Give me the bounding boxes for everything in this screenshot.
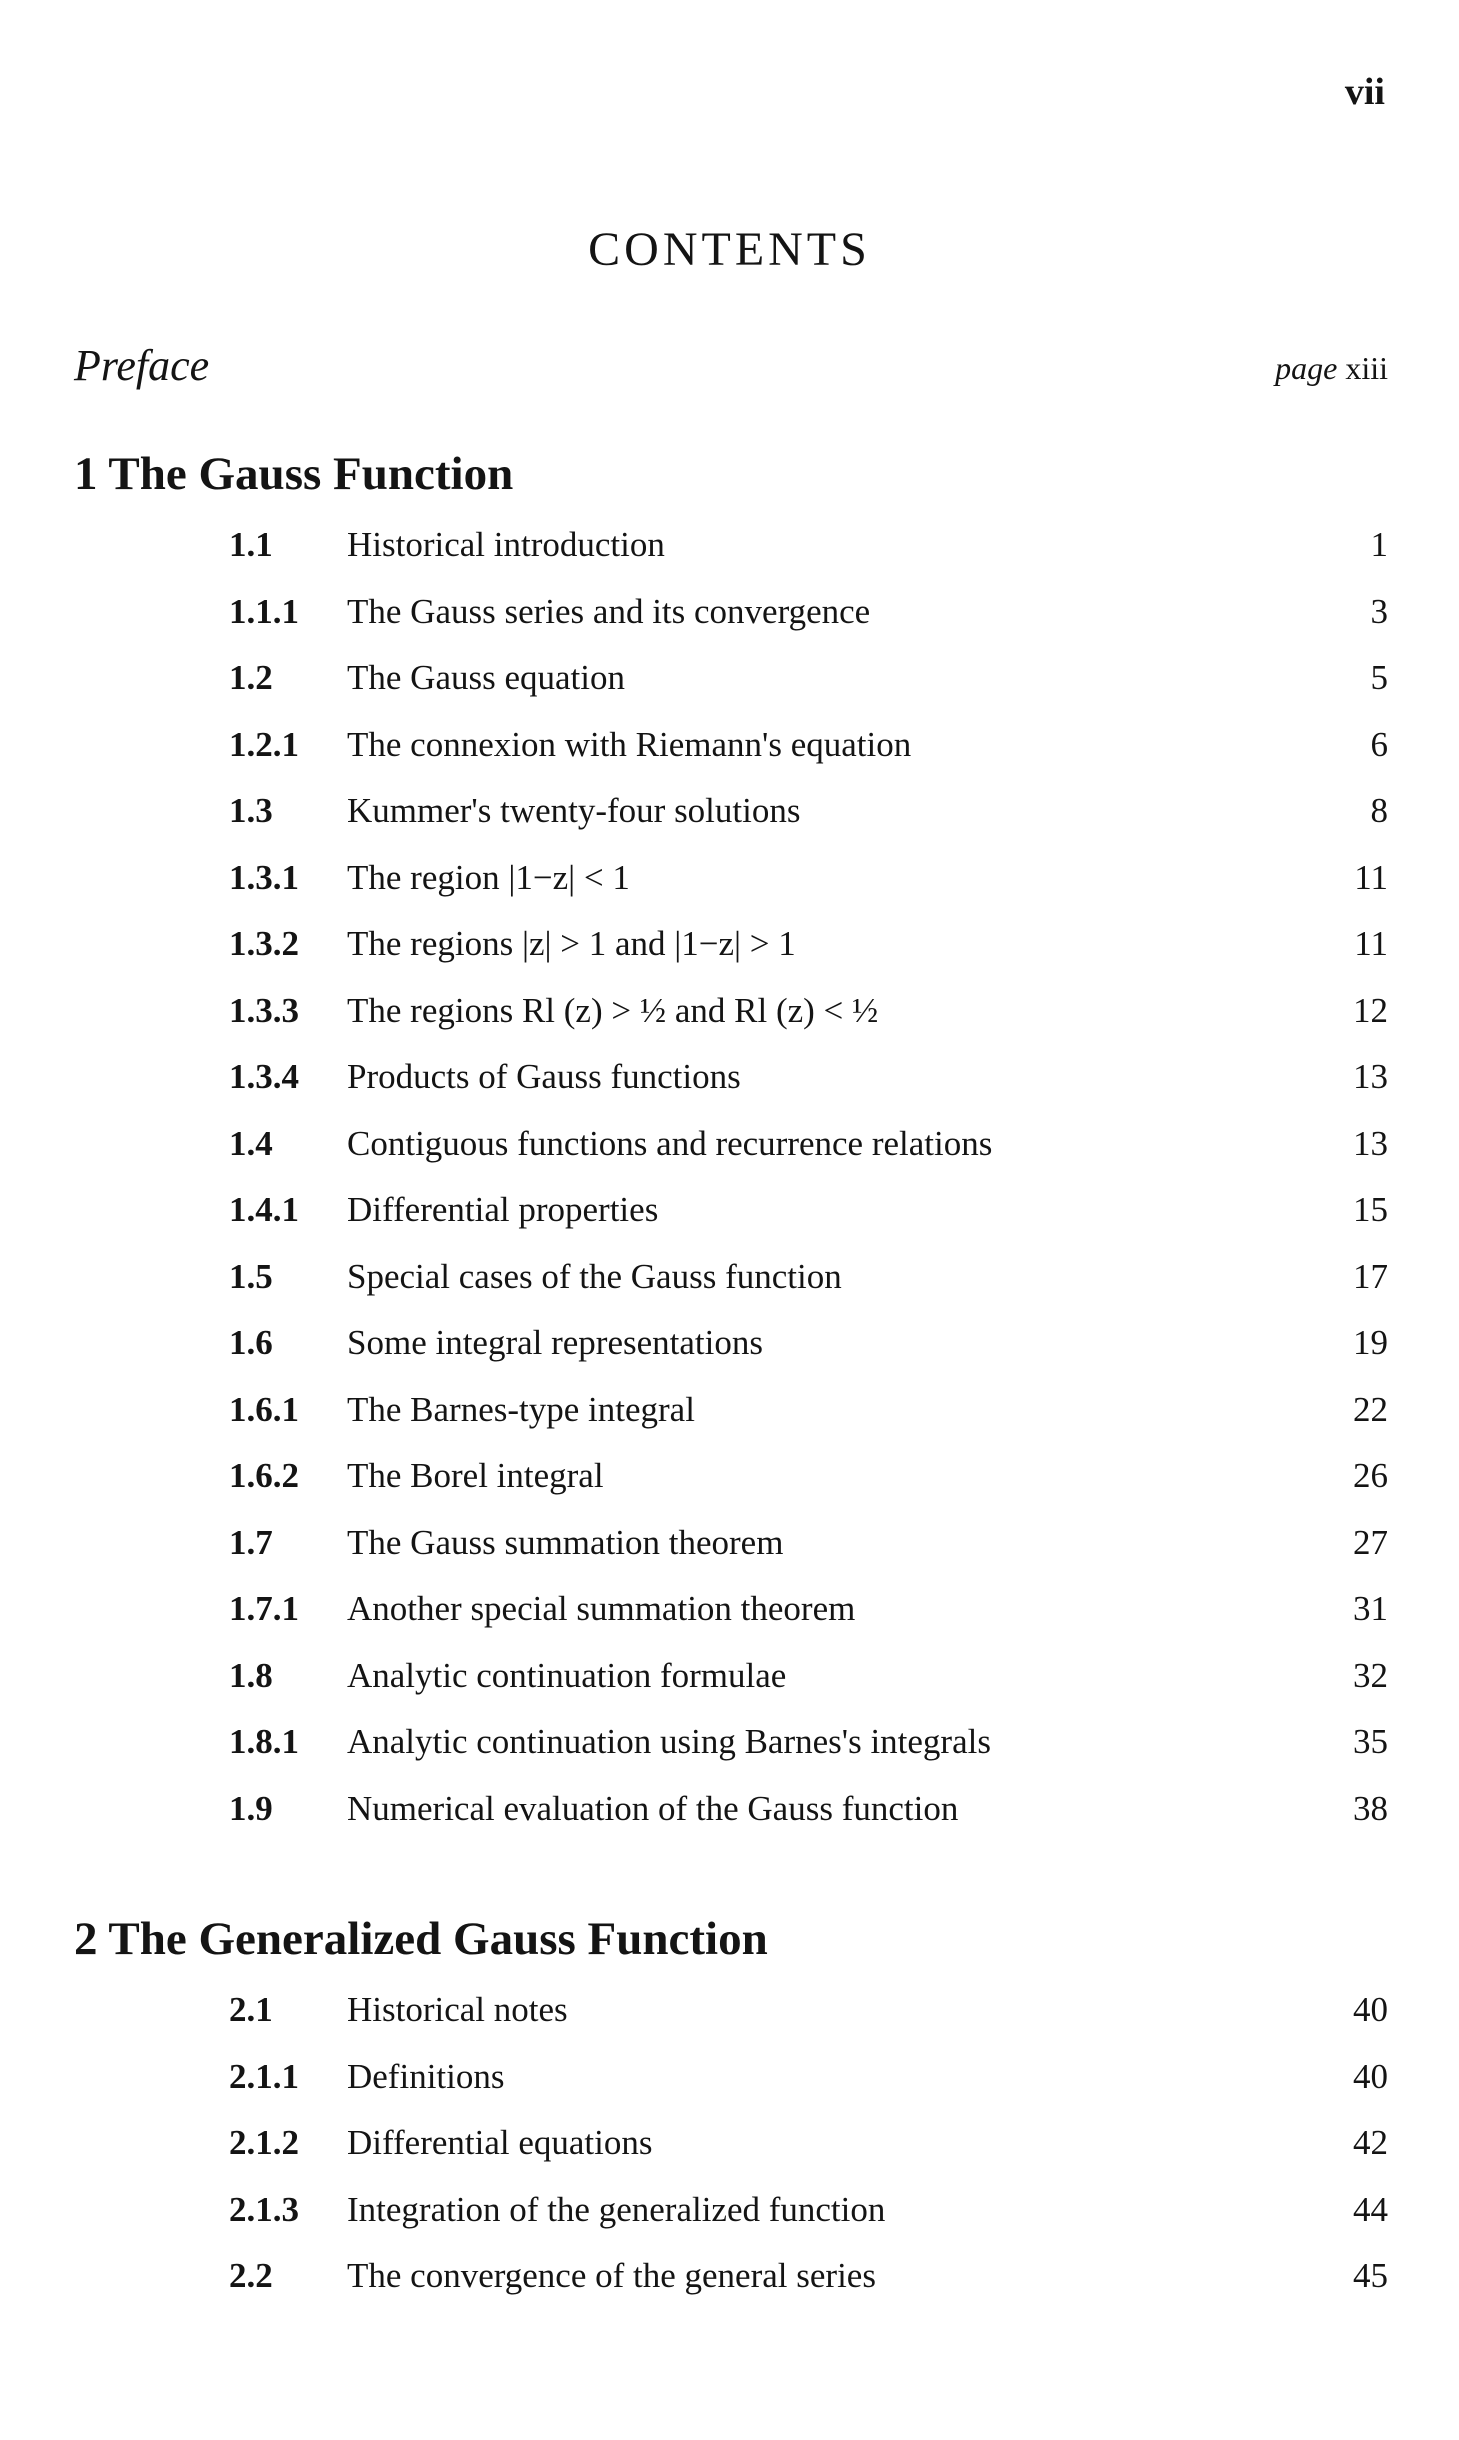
page-ref: 11 bbox=[1354, 857, 1388, 897]
section-title: Another special summation theorem bbox=[347, 1589, 856, 1628]
section-number: 1.3 bbox=[229, 791, 273, 830]
toc-entry[interactable] bbox=[74, 2243, 1388, 2310]
section-title: Historical notes bbox=[347, 1990, 568, 2029]
section-title: The Gauss summation theorem bbox=[347, 1522, 784, 1562]
section-title: Differential properties bbox=[347, 1190, 659, 1229]
toc-entry[interactable] bbox=[74, 1044, 1388, 1111]
preface-page-number: xiii bbox=[1345, 350, 1388, 386]
section-number: 2.2 bbox=[229, 2256, 273, 2295]
section-number: 1.9 bbox=[229, 1788, 273, 1828]
toc-entry[interactable] bbox=[74, 1510, 1388, 1577]
section-title: Numerical evaluation of the Gauss function bbox=[347, 1788, 959, 1828]
section-title: The convergence of the general series bbox=[347, 2256, 876, 2295]
section-title: Differential equations bbox=[347, 2123, 653, 2162]
toc-entry[interactable] bbox=[74, 645, 1388, 712]
page-ref: 27 bbox=[1353, 1522, 1388, 1562]
section-number: 1.6.2 bbox=[229, 1456, 299, 1495]
section-number: 2.1.2 bbox=[229, 2123, 299, 2162]
section-number: 1.4 bbox=[229, 1123, 273, 1163]
page-ref: 40 bbox=[1353, 2056, 1388, 2096]
toc-entry[interactable] bbox=[74, 1177, 1388, 1244]
toc-entry[interactable] bbox=[74, 911, 1388, 978]
section-title: Integration of the generalized function bbox=[347, 2189, 886, 2229]
section-title: The Gauss equation bbox=[347, 658, 625, 697]
page-ref: 44 bbox=[1353, 2189, 1388, 2229]
page-ref: 19 bbox=[1353, 1323, 1388, 1362]
section-title: Analytic continuation using Barnes's integrals bbox=[347, 1722, 991, 1761]
section-title: The regions Rl (z) > ½ and Rl (z) < ½ bbox=[347, 990, 879, 1030]
page-ref: 5 bbox=[1370, 658, 1388, 697]
section-number: 1.2 bbox=[229, 658, 273, 697]
section-title: Definitions bbox=[347, 2056, 505, 2096]
section-number: 2.1 bbox=[229, 1990, 273, 2029]
chapter-heading[interactable]: 2 The Generalized Gauss Function bbox=[74, 1913, 768, 1965]
toc-entry-list bbox=[74, 1977, 1388, 2310]
preface-label: Preface bbox=[74, 341, 210, 390]
section-title: Contiguous functions and recurrence relations bbox=[347, 1123, 993, 1163]
page-ref: 11 bbox=[1354, 924, 1388, 963]
section-title: Special cases of the Gauss function bbox=[347, 1256, 842, 1296]
section-number: 1.8.1 bbox=[229, 1722, 299, 1761]
page-ref: 3 bbox=[1370, 591, 1388, 631]
toc-entry[interactable] bbox=[74, 2110, 1388, 2177]
toc-entry[interactable] bbox=[74, 712, 1388, 779]
toc-entry[interactable] bbox=[74, 1377, 1388, 1444]
toc-entry[interactable] bbox=[74, 1244, 1388, 1311]
page-ref: 17 bbox=[1353, 1256, 1388, 1296]
section-number: 1.2.1 bbox=[229, 724, 299, 764]
page-ref: 12 bbox=[1353, 990, 1388, 1030]
section-number: 1.1 bbox=[229, 525, 273, 564]
section-number: 1.6.1 bbox=[229, 1389, 299, 1429]
toc-entry[interactable] bbox=[74, 512, 1388, 579]
section-number: 1.3.1 bbox=[229, 857, 299, 897]
page-ref: 42 bbox=[1353, 2123, 1388, 2162]
section-title: The connexion with Riemann's equation bbox=[347, 724, 912, 764]
page-ref: 32 bbox=[1353, 1655, 1388, 1695]
page-ref: 40 bbox=[1353, 1990, 1388, 2029]
section-number: 1.8 bbox=[229, 1655, 273, 1695]
page-ref: 38 bbox=[1353, 1788, 1388, 1828]
toc-entry[interactable] bbox=[74, 778, 1388, 845]
section-title: The regions |z| > 1 and |1−z| > 1 bbox=[347, 924, 796, 963]
toc-entry[interactable] bbox=[74, 1310, 1388, 1377]
chapter-heading[interactable]: 1 The Gauss Function bbox=[74, 448, 514, 500]
toc-entry[interactable] bbox=[74, 845, 1388, 912]
section-number: 2.1.1 bbox=[229, 2056, 299, 2096]
page-ref: 1 bbox=[1370, 525, 1388, 564]
page-ref: 13 bbox=[1353, 1057, 1388, 1096]
toc-entry[interactable] bbox=[74, 1443, 1388, 1510]
section-title: Analytic continuation formulae bbox=[347, 1655, 787, 1695]
section-number: 1.3.4 bbox=[229, 1057, 299, 1096]
chapter-section bbox=[74, 440, 1388, 1842]
toc-entry[interactable] bbox=[74, 1709, 1388, 1776]
toc-entry[interactable] bbox=[74, 1643, 1388, 1710]
section-title: The region |1−z| < 1 bbox=[347, 857, 630, 897]
chapter-section bbox=[74, 1905, 1388, 2310]
toc-entry[interactable] bbox=[74, 1576, 1388, 1643]
page-word: page bbox=[1275, 350, 1338, 386]
page-ref: 26 bbox=[1353, 1456, 1388, 1495]
toc-entry[interactable] bbox=[74, 579, 1388, 646]
toc-entry[interactable] bbox=[74, 2177, 1388, 2244]
section-title: Some integral representations bbox=[347, 1323, 763, 1362]
section-number: 1.7 bbox=[229, 1522, 273, 1562]
section-title: The Gauss series and its convergence bbox=[347, 591, 871, 631]
section-number: 1.6 bbox=[229, 1323, 273, 1362]
section-number: 1.5 bbox=[229, 1256, 273, 1296]
page-ref: 35 bbox=[1353, 1722, 1388, 1761]
page-ref: 22 bbox=[1353, 1389, 1388, 1429]
section-title: Historical introduction bbox=[347, 525, 665, 564]
section-number: 1.3.3 bbox=[229, 990, 299, 1030]
toc-entry[interactable] bbox=[74, 1977, 1388, 2044]
section-number: 1.4.1 bbox=[229, 1190, 299, 1229]
page-ref: 6 bbox=[1370, 724, 1388, 764]
section-title: The Barnes-type integral bbox=[347, 1389, 695, 1429]
section-number: 1.3.2 bbox=[229, 924, 299, 963]
section-title: The Borel integral bbox=[347, 1456, 604, 1495]
page-title: CONTENTS bbox=[588, 223, 871, 276]
toc-entry[interactable] bbox=[74, 978, 1388, 1045]
toc-entry[interactable] bbox=[74, 2044, 1388, 2111]
toc-entry[interactable] bbox=[74, 1776, 1388, 1843]
page-ref: 8 bbox=[1370, 791, 1388, 830]
page-ref: 31 bbox=[1353, 1589, 1388, 1628]
page-ref: 45 bbox=[1353, 2256, 1388, 2295]
section-number: 2.1.3 bbox=[229, 2189, 299, 2229]
toc-entry-preface[interactable] bbox=[74, 340, 1388, 400]
section-title: Kummer's twenty-four solutions bbox=[347, 791, 801, 830]
page-number: vii bbox=[1344, 71, 1385, 113]
section-title: Products of Gauss functions bbox=[347, 1057, 741, 1096]
page-ref: 13 bbox=[1353, 1123, 1388, 1163]
page-ref: 15 bbox=[1353, 1190, 1388, 1229]
toc-entry[interactable] bbox=[74, 1111, 1388, 1178]
section-number: 1.1.1 bbox=[229, 591, 299, 631]
toc-entry-list bbox=[74, 512, 1388, 1842]
preface-page-ref bbox=[1275, 350, 1388, 387]
section-number: 1.7.1 bbox=[229, 1589, 299, 1628]
